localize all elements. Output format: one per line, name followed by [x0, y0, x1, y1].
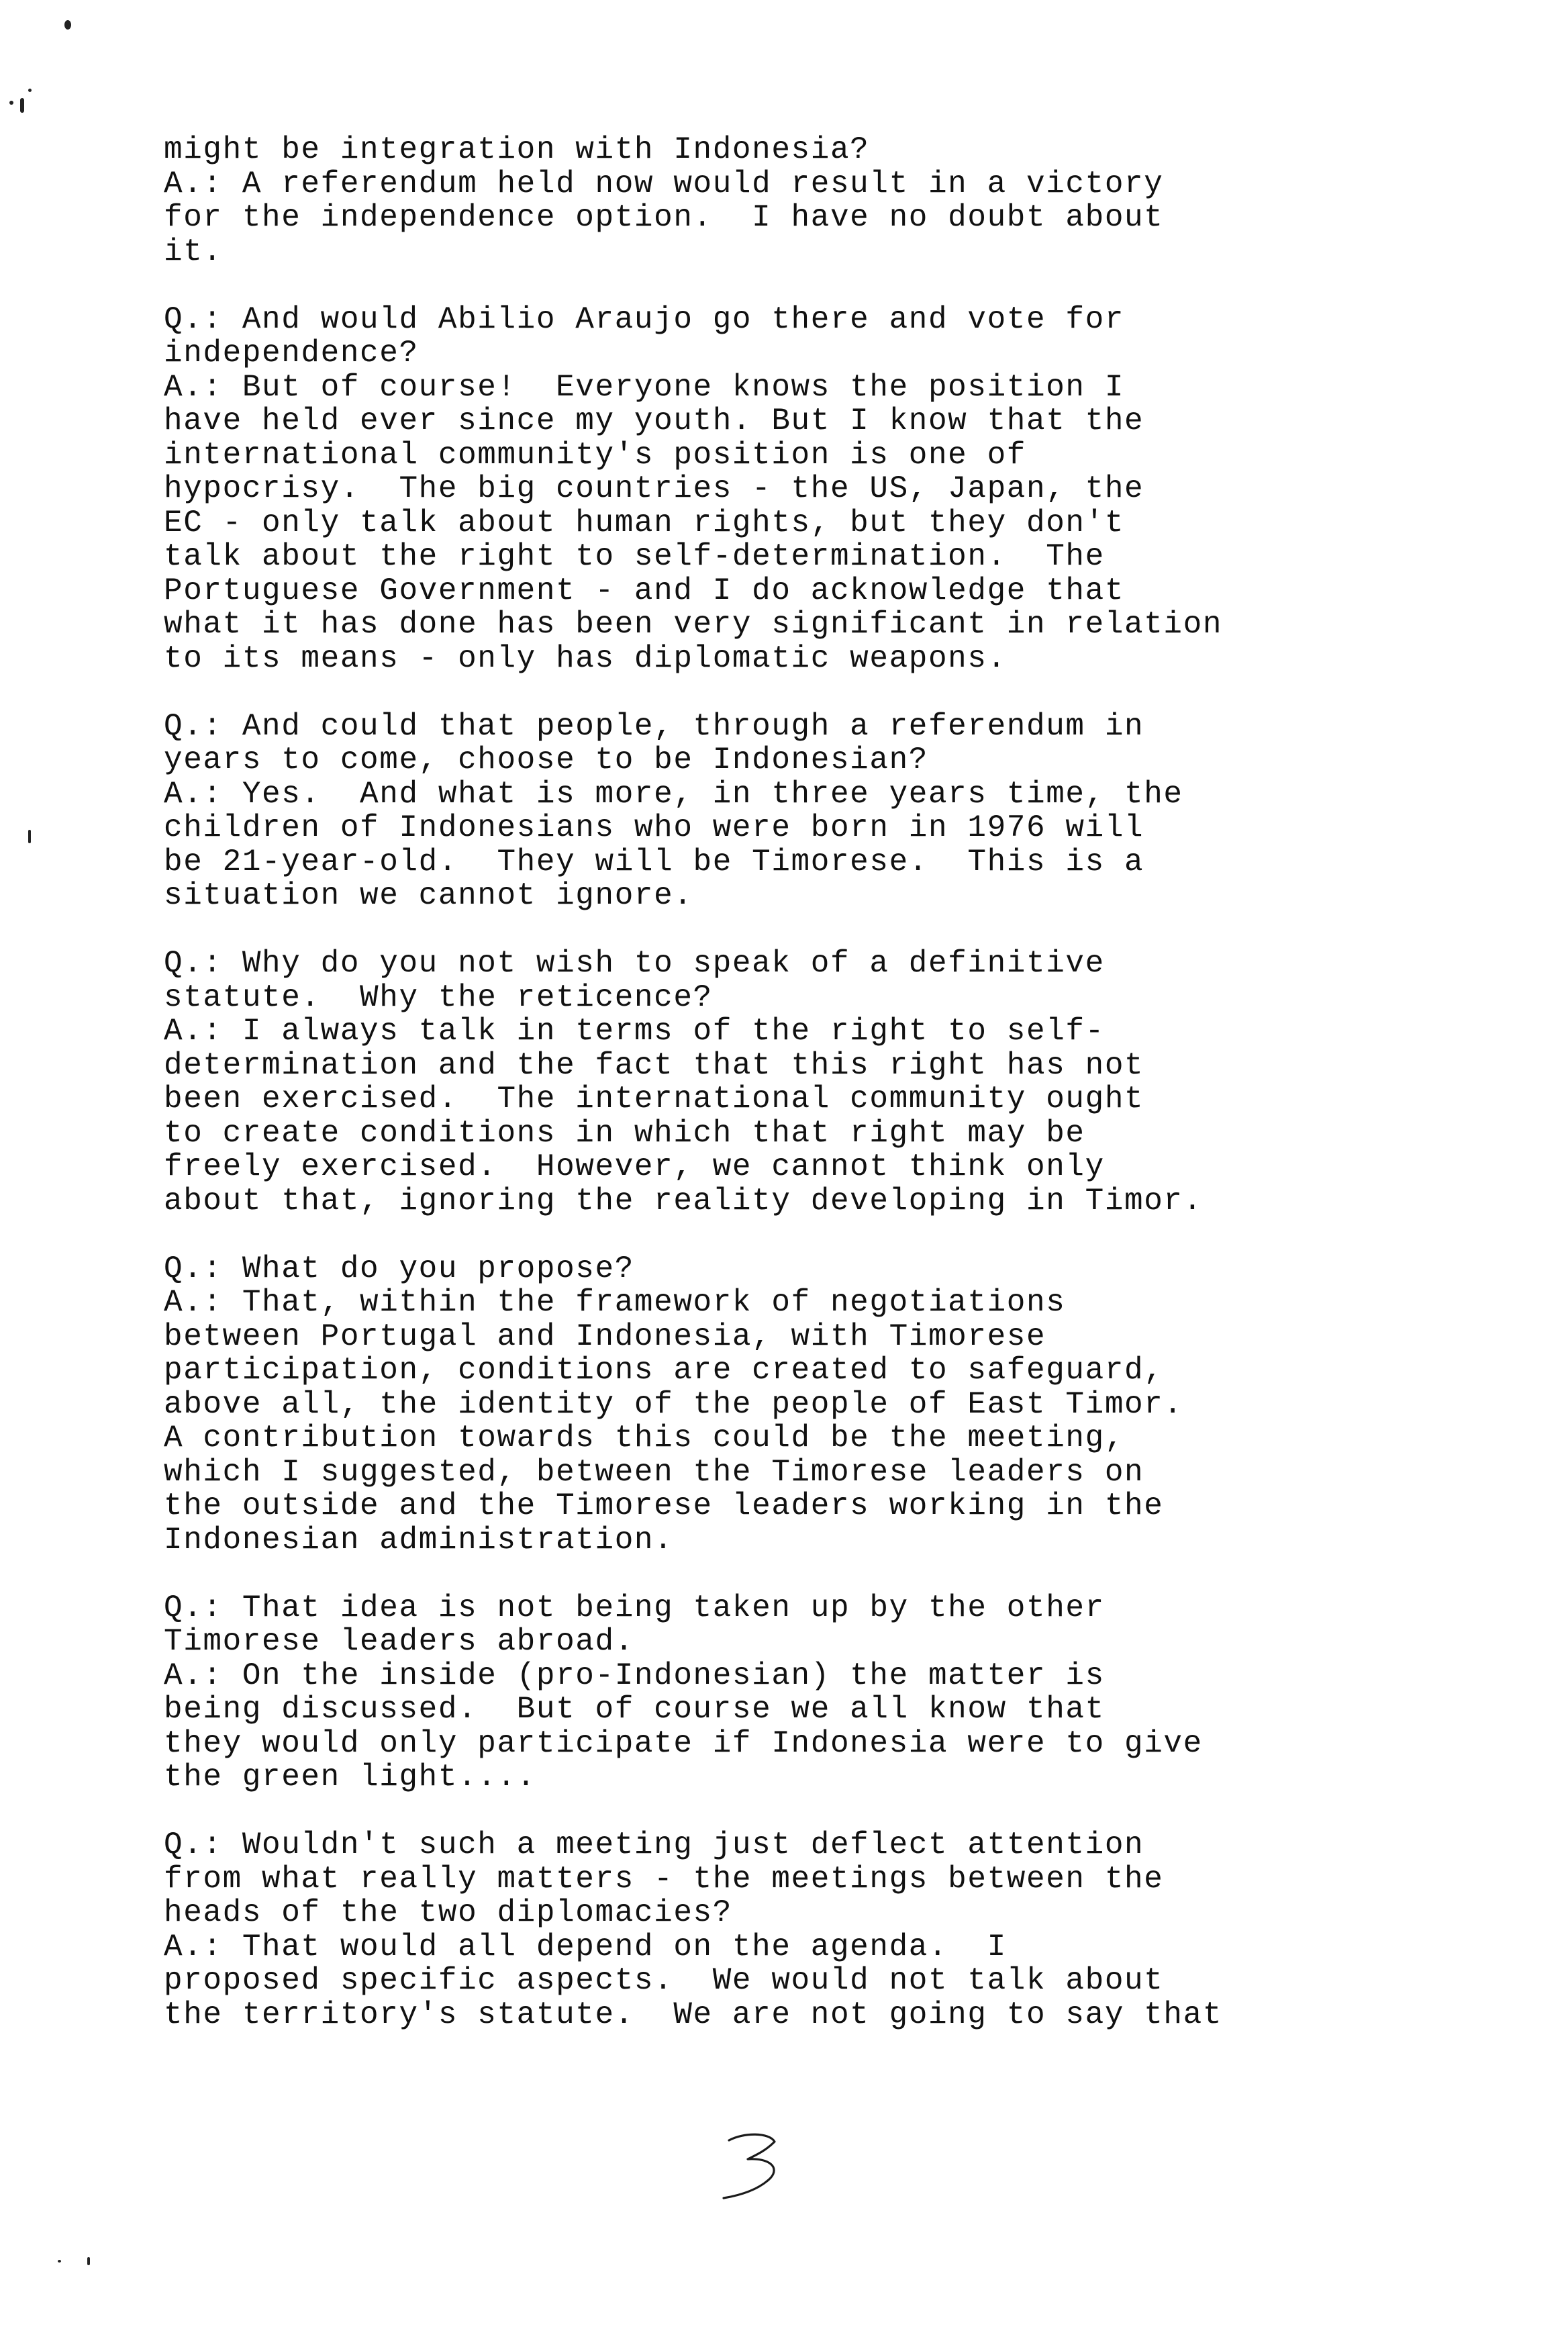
transcript-paragraph [164, 1828, 1493, 2032]
text-line: talk about the right to self-determination. The [164, 539, 1105, 574]
text-line: A.: On the inside (pro-Indonesian) the matter is [164, 1658, 1105, 1693]
text-line: to its means - only has diplomatic weapons. [164, 640, 1007, 676]
transcript-paragraph [164, 710, 1493, 913]
text-line: for the independence option. I have no doubt about [164, 200, 1164, 235]
transcript-paragraph [164, 1591, 1493, 1795]
text-line: the outside and the Timorese leaders working in the [164, 1488, 1164, 1523]
text-line: Portuguese Government - and I do acknowledge that [164, 573, 1125, 608]
handwritten-page-number [717, 2128, 797, 2202]
transcript-paragraph [164, 947, 1493, 1218]
text-line: A.: A referendum held now would result in a victory [164, 166, 1164, 201]
text-line: Q.: That idea is not being taken up by the other [164, 1590, 1105, 1625]
scan-speck [64, 20, 71, 30]
text-line: Q.: What do you propose? [164, 1251, 634, 1286]
text-line: EC - only talk about human rights, but they don't [164, 505, 1125, 540]
text-line: being discussed. But of course we all know that [164, 1692, 1105, 1727]
text-line: been exercised. The international community ought [164, 1082, 1144, 1116]
text-line: Indonesian administration. [164, 1522, 674, 1558]
text-line: years to come, choose to be Indonesian? [164, 743, 928, 777]
text-line: A.: Yes. And what is more, in three years time, the [164, 776, 1183, 812]
text-line: between Portugal and Indonesia, with Timorese [164, 1319, 1046, 1354]
text-line: freely exercised. However, we cannot think only [164, 1149, 1105, 1184]
text-line: independence? [164, 336, 419, 371]
scan-speck [28, 830, 31, 843]
text-line: proposed specific aspects. We would not talk about [164, 1963, 1164, 1998]
text-line: A.: That would all depend on the agenda. I [164, 1929, 1007, 1964]
scan-speck [9, 101, 13, 105]
text-line: A.: But of course! Everyone knows the position I [164, 369, 1125, 405]
scan-speck [28, 89, 32, 92]
text-line: Q.: Why do you not wish to speak of a definitive [164, 946, 1105, 981]
transcript-paragraph [164, 133, 1493, 269]
text-line: international community's position is one of [164, 437, 1026, 473]
text-line: A.: I always talk in terms of the right to self- [164, 1014, 1105, 1049]
text-line: A.: That, within the framework of negotiations [164, 1285, 1066, 1320]
interview-transcript [164, 133, 1493, 2032]
transcript-paragraph [164, 1252, 1493, 1558]
scan-speck [20, 98, 24, 113]
text-line: which I suggested, between the Timorese leaders on [164, 1454, 1144, 1490]
scan-speck [87, 2257, 90, 2265]
text-line: children of Indonesians who were born in 1976 will [164, 810, 1144, 845]
text-line: about that, ignoring the reality developing in Timor. [164, 1183, 1203, 1219]
text-line: participation, conditions are created to safeguard, [164, 1353, 1164, 1388]
text-line: the territory's statute. We are not going to say that [164, 1997, 1223, 2032]
text-line: the green light.... [164, 1760, 536, 1795]
text-line: A contribution towards this could be the meeting, [164, 1421, 1125, 1456]
text-line: situation we cannot ignore. [164, 878, 693, 913]
text-line: to create conditions in which that right may be [164, 1115, 1085, 1151]
text-line: determination and the fact that this right has not [164, 1047, 1144, 1083]
text-line: above all, the identity of the people of East Timor. [164, 1386, 1183, 1422]
text-line: heads of the two diplomacies? [164, 1895, 732, 1930]
scan-speck [58, 2260, 61, 2263]
text-line: statute. Why the reticence? [164, 980, 713, 1015]
text-line: might be integration with Indonesia? [164, 132, 870, 167]
text-line: Q.: And would Abilio Araujo go there and vote for [164, 301, 1125, 337]
text-line: Q.: And could that people, through a referendum in [164, 708, 1144, 744]
text-line: hypocrisy. The big countries - the US, Japan, the [164, 471, 1144, 506]
text-line: Q.: Wouldn't such a meeting just deflect attention [164, 1827, 1144, 1862]
text-line: be 21-year-old. They will be Timorese. This is a [164, 844, 1144, 879]
text-line: it. [164, 234, 223, 269]
text-line: Timorese leaders abroad. [164, 1624, 634, 1659]
transcript-paragraph [164, 303, 1493, 676]
text-line: they would only participate if Indonesia were to give [164, 1725, 1203, 1761]
text-line: from what really matters - the meetings between the [164, 1861, 1164, 1897]
text-line: have held ever since my youth. But I know that the [164, 403, 1144, 438]
text-line: what it has done has been very significant in relation [164, 607, 1223, 642]
